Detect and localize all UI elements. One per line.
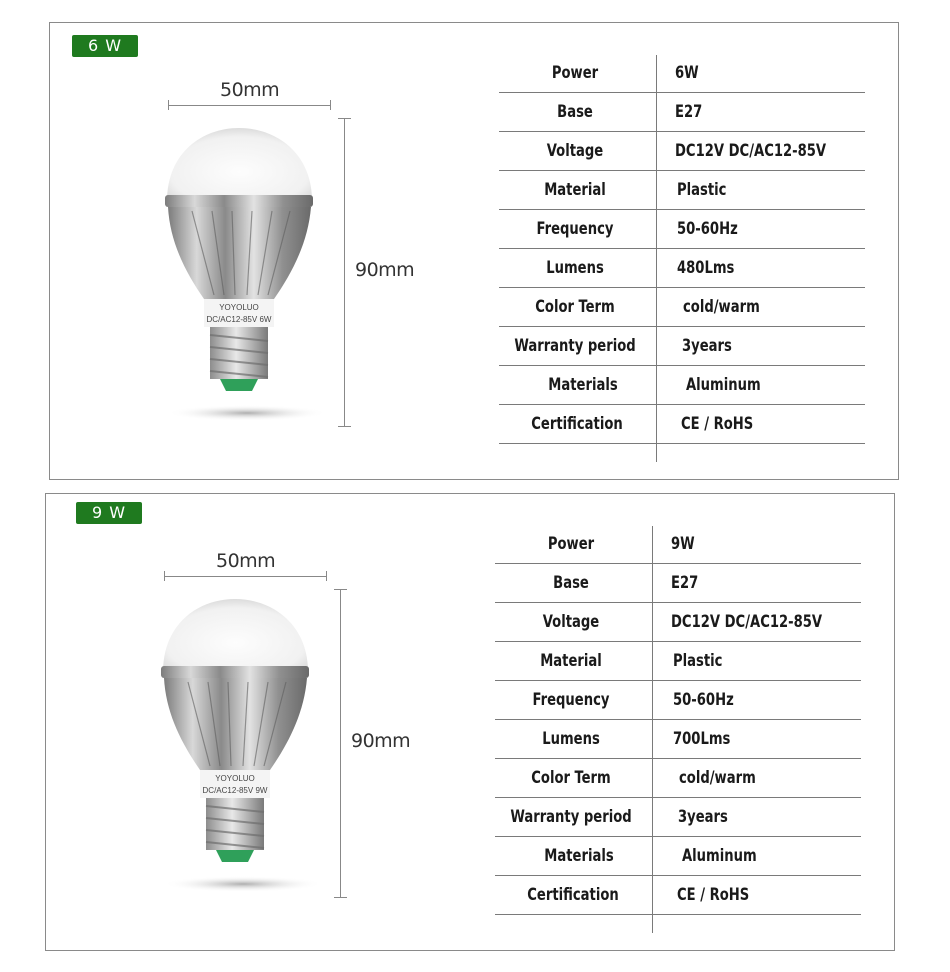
spec-key: Power [551,63,599,83]
spec-value: Aluminum [682,846,757,866]
spec-row [495,797,861,837]
spec-key: Color Term [531,768,611,788]
spec-row [495,680,861,720]
spec-value: Plastic [677,180,727,200]
spec-key: Materials [544,846,614,866]
width-dimension-label: 50mm [216,550,276,572]
spec-value: 480Lms [677,258,735,278]
spec-key: Base [557,102,593,122]
wattage-badge: 9 W [76,502,142,524]
spec-key: Certification [527,885,619,905]
spec-row [499,92,865,132]
width-dimension-line [164,576,326,577]
spec-panel-9w [45,493,895,951]
spec-key: Warranty period [510,807,632,827]
spec-row [495,602,861,642]
spec-value: CE / RoHS [677,885,750,905]
spec-value: 50-60Hz [677,219,738,239]
spec-value: Plastic [673,651,723,671]
spec-row [499,248,865,288]
spec-row [499,326,865,366]
bulb-spec-text: DC/AC12-85V 6W [206,315,272,324]
spec-key: Lumens [546,258,604,278]
spec-row [495,836,861,876]
spec-key: Frequency [532,690,610,710]
height-dimension-label: 90mm [351,730,411,752]
spec-row [495,563,861,603]
spec-key: Material [544,180,606,200]
spec-key: Voltage [542,612,600,632]
spec-value: E27 [675,102,703,122]
width-dimension-label: 50mm [220,79,280,101]
bulb-brand-text: YOYOLUO [219,303,259,312]
height-dimension-label: 90mm [355,259,415,281]
width-dimension-line [168,105,330,106]
spec-value: 9W [671,534,695,554]
spec-row [495,758,861,798]
spec-key: Warranty period [514,336,636,356]
spec-panel-6w [49,22,899,480]
bulb-brand-text: YOYOLUO [215,774,255,783]
height-dimension-line [344,118,345,426]
spec-row [499,170,865,210]
spec-value: DC12V DC/AC12-85V [671,612,823,632]
spec-key: Base [553,573,589,593]
spec-value: 3years [678,807,728,827]
spec-value: Aluminum [686,375,761,395]
spec-key: Frequency [536,219,614,239]
spec-key: Certification [531,414,623,434]
bulb-image [162,123,332,423]
spec-value: cold/warm [683,297,760,317]
spec-row [499,53,865,93]
spec-key: Color Term [535,297,615,317]
spec-row [495,719,861,759]
spec-key: Materials [548,375,618,395]
spec-key: Power [547,534,595,554]
spec-row [499,287,865,327]
wattage-badge: 6 W [72,35,138,57]
bulb-image [158,594,328,894]
spec-value: E27 [671,573,699,593]
spec-key: Lumens [542,729,600,749]
spec-key: Voltage [546,141,604,161]
spec-row [495,875,861,915]
spec-value: 50-60Hz [673,690,734,710]
spec-value: 6W [675,63,699,83]
spec-value: cold/warm [679,768,756,788]
height-dimension-line [340,589,341,897]
spec-row [495,641,861,681]
spec-key: Material [540,651,602,671]
spec-value: DC12V DC/AC12-85V [675,141,827,161]
spec-row [499,209,865,249]
spec-row [499,365,865,405]
spec-value: 3years [682,336,732,356]
spec-row [499,131,865,171]
spec-row [495,524,861,564]
spec-row [499,404,865,444]
bulb-spec-text: DC/AC12-85V 9W [202,786,268,795]
spec-value: 700Lms [673,729,731,749]
spec-value: CE / RoHS [681,414,754,434]
